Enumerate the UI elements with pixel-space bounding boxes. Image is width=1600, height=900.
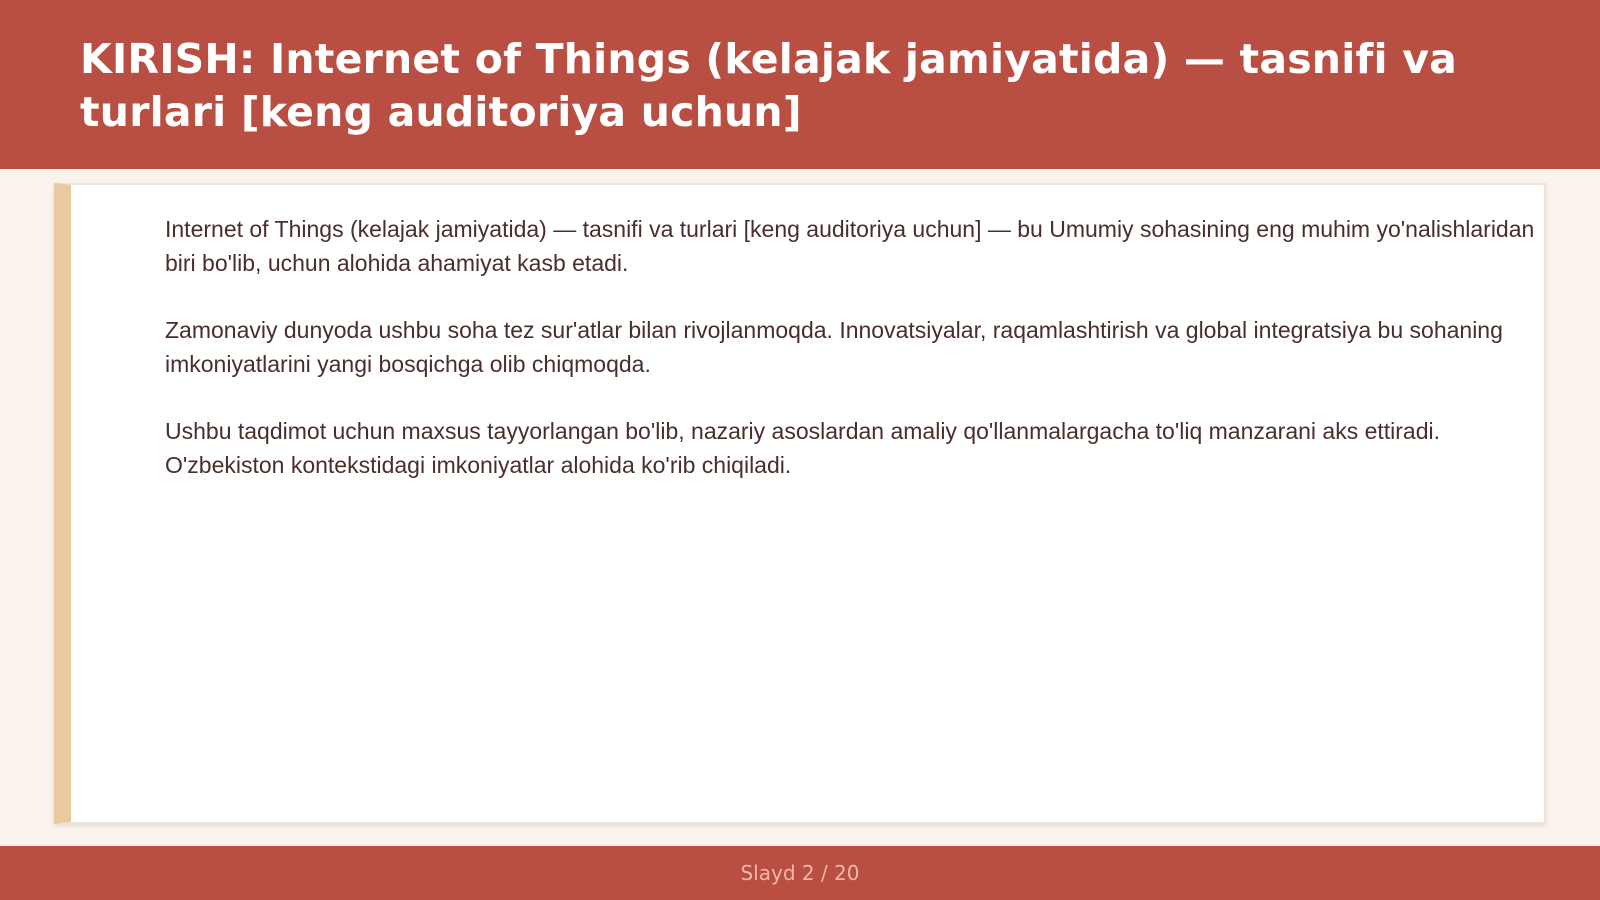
paragraph-modern-world: Zamonaviy dunyoda ushbu soha tez sur'atlar bilan rivojlanmoqda. Innovatsiyalar, raqamlashtirish va global integratsiya bu sohaning imkoniyatlarini yangi bosqichga olib chiqmoqda. [165, 317, 1503, 377]
paragraph-intro: Internet of Things (kelajak jamiyatida) — tasnifi va turlari [keng auditoriya uchun] — bu Umumiy sohasining eng muhim yo'nalishlaridan biri bo'lib, uchun alohida ahamiyat kasb etadi. [165, 216, 1535, 276]
content-card [54, 183, 1546, 824]
content-body [165, 212, 1545, 515]
slide-title: KIRISH: Internet of Things (kelajak jamiyatida) — tasnifi va turlari [keng auditoriya uchun] [80, 35, 1458, 136]
slide-number: Slayd 2 / 20 [740, 861, 860, 885]
slide-header [0, 0, 1600, 169]
paragraph-presentation-scope: Ushbu taqdimot uchun maxsus tayyorlangan bo'lib, nazariy asoslardan amaliy qo'llanmalargacha to'liq manzarani aks ettiradi. O'zbekiston kontekstidagi imkoniyatlar alohida ko'rib chiqiladi. [165, 418, 1441, 478]
slide-footer [0, 846, 1600, 900]
